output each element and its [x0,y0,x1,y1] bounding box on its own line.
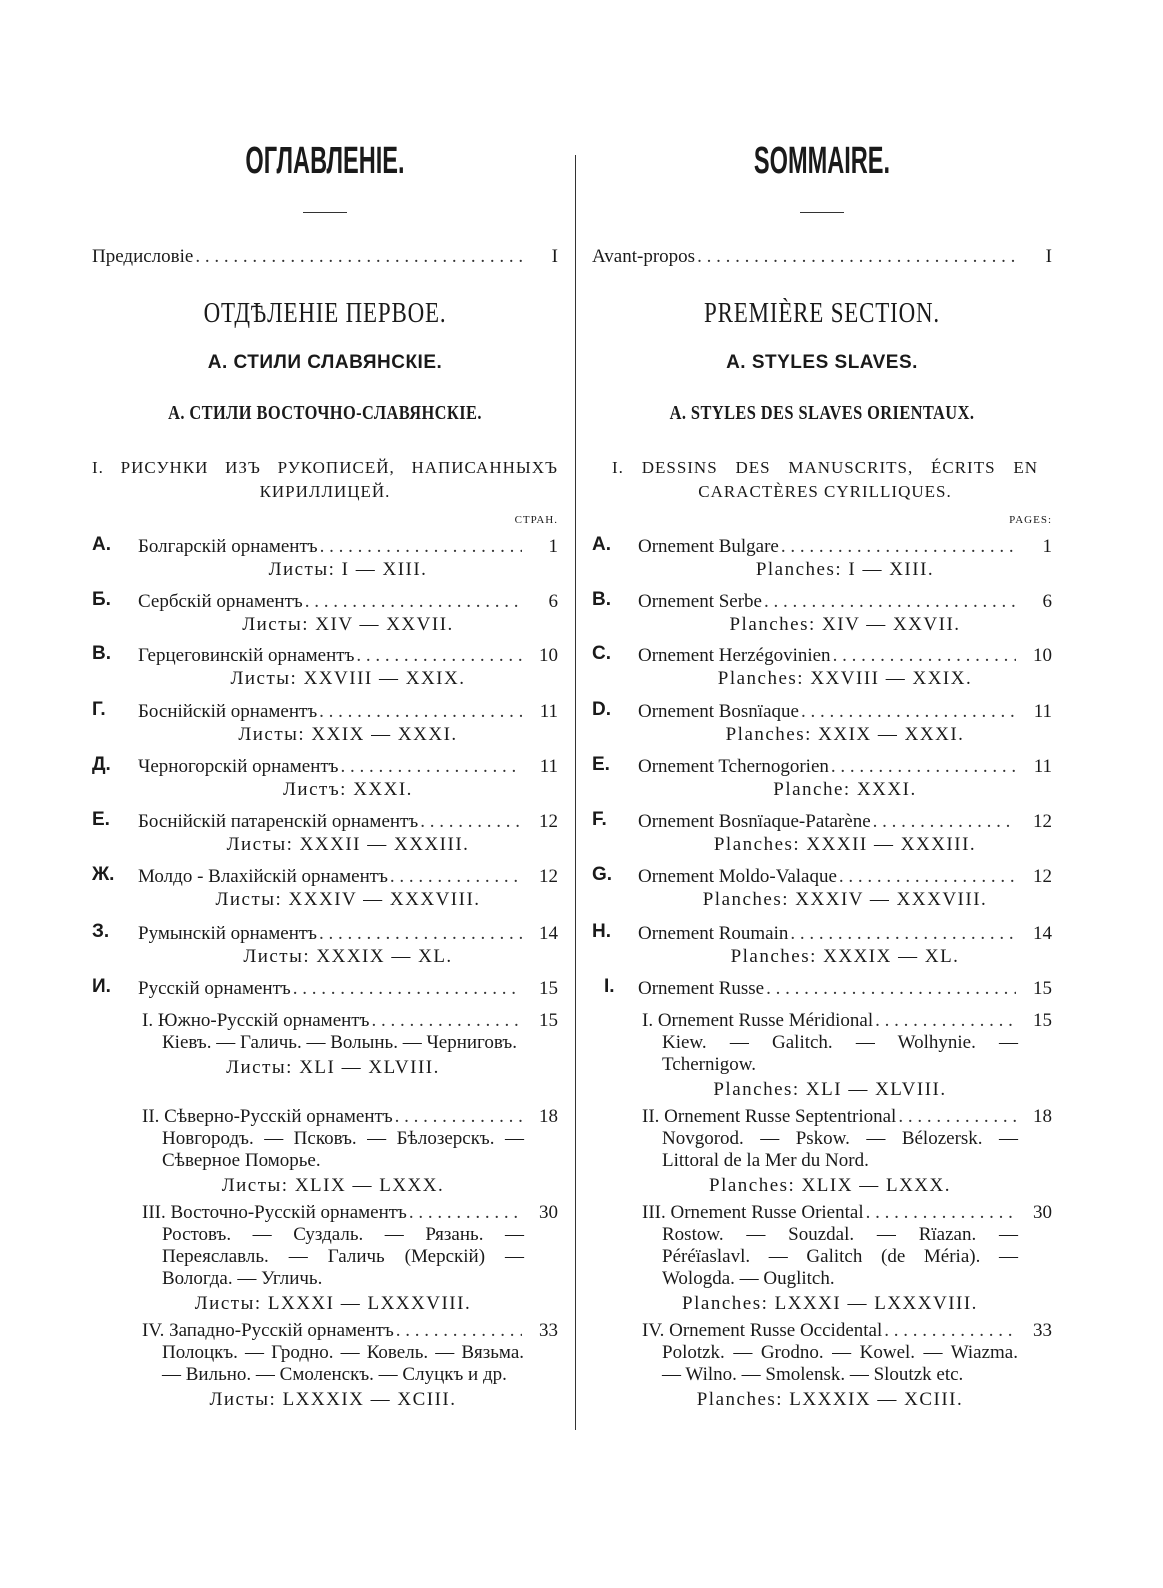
entry-letter: G. [592,864,613,885]
leader-dots [790,923,1016,945]
subentry-label: III. Восточно-Русскій орнаментъ [142,1202,407,1223]
leader-dots [884,1320,1016,1342]
toc-entry[interactable] [592,811,1052,857]
subentry-label: II. Сѣверно-Русскій орнаментъ [142,1106,393,1127]
pages-header-fr: PAGES: [1009,514,1052,526]
entry-plates: Листы: I — XIII. [268,559,428,580]
leader-dots [781,536,1016,558]
subentry-places: Ростовъ. — Суздаль. — Рязань. — Переяславль. — Галичь (Мерскій) — Вологда. — Угличь. [162,1224,524,1289]
leader-dots [866,1202,1016,1224]
page-number: 6 [1042,591,1052,612]
toc-entry[interactable] [92,645,558,691]
entry-plates: Planches: XXIX — XXXI. [725,724,965,745]
subentry-label: III. Ornement Russe Oriental [642,1202,864,1223]
subentry-places: Кіевъ. — Галичь. — Волынь. — Черниговъ. [162,1032,517,1053]
column-divider [575,155,576,1430]
subsection-heading-ru: А. СТИЛИ ВОСТОЧНО-СЛАВЯНСКІЕ. [168,402,482,424]
page-number: 12 [539,811,558,832]
leader-dots [764,591,1016,613]
entry-plates: Planche: XXXI. [773,779,917,800]
toc-entry[interactable] [592,536,1052,582]
intro-fr [612,456,1038,504]
entry-letter: З. [92,921,110,942]
subentry-label: I. Ornement Russe Méridional [642,1010,874,1031]
toc-subentry[interactable] [142,1010,558,1080]
entry-label: Герцеговинскій орнаментъ [138,645,355,666]
entry-letter: C. [592,643,611,664]
subentry-label: IV. Западно-Русскій орнаментъ [142,1320,394,1341]
subentry-plates: Planches: LXXXI — LXXXVIII. [682,1293,978,1314]
intro-line-2: КИРИЛЛИЦЕЙ. [259,482,391,501]
page-title-fr: SOMMAIRE. [753,140,891,182]
intro-line-1: I. DESSINS DES MANUSCRITS, ÉCRITS EN [612,458,1038,477]
subentry-plates: Planches: XLIX — LXXX. [709,1175,951,1196]
title-rule-fr [800,212,844,213]
section-heading-ru: ОТДѢЛЕНІЕ ПЕРВОЕ. [203,298,447,329]
entry-label: Ornement Bulgare [638,536,779,557]
subentry-places: Polotzk. — Grodno. — Kowel. — Wiazma. — Wilno. — Smolensk. — Sloutzk etc. [662,1342,1018,1385]
preface-label: Avant-propos [592,246,696,267]
leader-dots [873,811,1016,833]
subentry-label: II. Ornement Russe Septentrional [642,1106,897,1127]
entry-plates: Planches: XIV — XXVII. [729,614,961,635]
leader-dots [371,1010,522,1032]
entry-label: Румынскій орнаментъ [138,923,317,944]
page-number: 14 [539,923,558,944]
page-number: 30 [539,1202,558,1223]
entry-label: Ornement Russe [638,978,765,999]
subentry-plates: Planches: XLI — XLVIII. [713,1079,947,1100]
entry-plates: Planches: XXVIII — XXIX. [717,668,973,689]
leader-dots [293,978,522,1000]
page-number: 15 [1033,1010,1052,1031]
leader-dots [305,591,522,613]
subsection-heading-fr: A. STYLES DES SLAVES ORIENTAUX. [669,402,975,424]
page-number: 10 [1033,645,1052,666]
subentry-plates: Листы: XLI — XLVIII. [226,1057,440,1078]
french-column [592,0,1052,1588]
entry-label: Черногорскій орнаментъ [138,756,339,777]
subentry-label: I. Южно-Русскій орнаментъ [142,1010,370,1031]
entry-letter: A. [592,534,611,555]
title-rule-ru [303,212,347,213]
leader-dots [833,645,1016,667]
entry-letter: А. [92,534,111,555]
leader-dots [831,756,1016,778]
entry-letter: Г. [92,699,106,720]
toc-entry[interactable] [92,701,558,747]
page-number: 15 [1033,978,1052,999]
leader-dots [420,811,522,833]
entry-label: Ornement Roumain [638,923,789,944]
entry-plates: Листъ: XXXI. [283,779,413,800]
toc-subentry[interactable] [142,1202,558,1316]
leader-dots [766,978,1016,1000]
toc-entry[interactable] [592,591,1052,637]
page-number: 11 [1033,756,1052,777]
entry-label: Сербскій орнаментъ [138,591,303,612]
page-number: 10 [539,645,558,666]
toc-entry[interactable] [592,701,1052,747]
page-number: I [1045,246,1052,267]
page-number: 33 [539,1320,558,1341]
entry-letter: И. [92,976,111,997]
preface-row-ru[interactable] [92,246,558,268]
entry-label: Русскій орнаментъ [138,978,291,999]
entry-plates: Листы: XXIX — XXXI. [238,724,458,745]
page-title-ru: ОГЛАВЛЕНІЕ. [245,140,405,182]
entry-letter: Е. [92,809,110,830]
page-number: 1 [1042,536,1052,557]
entry-label: Ornement Serbe [638,591,762,612]
page-number: 12 [1033,866,1052,887]
leader-dots [409,1202,522,1224]
entry-label: Молдо - Влахійскій орнаментъ [138,866,388,887]
entry-letter: I. [604,976,615,997]
intro-ru [92,456,558,504]
toc-entry[interactable] [92,978,558,1000]
leader-dots [396,1320,522,1342]
subentry-places: Полоцкъ. — Гродно. — Ковель. — Вязьма. — Вильно. — Смоленскъ. — Слуцкъ и др. [162,1342,524,1385]
page-number: 1 [548,536,558,557]
leader-dots [195,246,522,268]
page-number: 30 [1033,1202,1052,1223]
intro-line-2: CARACTÈRES CYRILLIQUES. [698,482,952,501]
leader-dots [697,246,1016,268]
page-number: 12 [539,866,558,887]
entry-label: Боснійскій патаренскій орнаментъ [138,811,419,832]
entry-plates: Planches: I — XIII. [755,559,935,580]
toc-entry[interactable] [92,536,558,582]
page-number: 15 [539,978,558,999]
toc-subentry[interactable] [642,1320,1052,1412]
subentry-plates: Листы: LXXXI — LXXXVIII. [194,1293,472,1314]
page-number: 18 [539,1106,558,1127]
leader-dots [898,1106,1016,1128]
subentry-places: Novgorod. — Pskow. — Bélozersk. — Littoral de la Mer du Nord. [662,1128,1018,1171]
toc-entry[interactable] [592,645,1052,691]
styles-heading-ru: А. СТИЛИ СЛАВЯНСКІЕ. [207,352,443,373]
entry-letter: Ж. [92,864,115,885]
entry-label: Боснійскій орнаментъ [138,701,318,722]
entry-letter: H. [592,921,611,942]
russian-column [92,0,558,1588]
page-number: 11 [539,701,558,722]
toc-entry[interactable] [592,923,1052,969]
page-number: 18 [1033,1106,1052,1127]
entry-letter: F. [592,809,607,830]
leader-dots [801,701,1016,723]
page-number: 11 [539,756,558,777]
leader-dots [319,923,522,945]
leader-dots [839,866,1016,888]
preface-row-fr[interactable] [592,246,1052,268]
subentry-plates: Листы: XLIX — LXXX. [221,1175,445,1196]
toc-subentry[interactable] [642,1010,1052,1102]
leader-dots [395,1106,522,1128]
styles-heading-fr: A. STYLES SLAVES. [726,352,918,373]
page-number: 14 [1033,923,1052,944]
subentry-places: Rostow. — Souzdal. — Rïazan. — Péréïaslavl. — Galitch (de Méria). — Wologda. — Ouglitch. [662,1224,1018,1289]
leader-dots [340,756,522,778]
leader-dots [875,1010,1016,1032]
page-number: 11 [1033,701,1052,722]
entry-label: Ornement Herzégovinien [638,645,831,666]
subentry-label: IV. Ornement Russe Occidental [642,1320,883,1341]
toc-entry[interactable] [92,756,558,802]
entry-plates: Листы: XIV — XXVII. [242,614,454,635]
entry-label: Ornement Bosnïaque-Patarène [638,811,871,832]
entry-label: Ornement Moldo-Valaque [638,866,837,887]
entry-label: Ornement Bosnïaque [638,701,799,722]
entry-letter: В. [92,643,111,664]
entry-label: Болгарскій орнаментъ [138,536,318,557]
toc-entry[interactable] [592,866,1052,912]
subentry-plates: Planches: LXXXIX — XCIII. [696,1389,964,1410]
entry-plates: Листы: XXVIII — XXIX. [230,668,466,689]
entry-plates: Planches: XXXIX — XL. [730,946,960,967]
toc-subentry[interactable] [642,1202,1052,1316]
entry-letter: B. [592,589,611,610]
intro-line-1: I. РИСУНКИ ИЗЪ РУКОПИСЕЙ, НАПИСАННЫХЪ [92,458,558,477]
page-number: I [551,246,558,267]
toc-subentry[interactable] [142,1106,558,1198]
toc-entry[interactable] [92,811,558,857]
toc-subentry[interactable] [142,1320,558,1412]
entry-plates: Листы: XXXIX — XL. [243,946,453,967]
entry-plates: Листы: XXXII — XXXIII. [226,834,470,855]
leader-dots [390,866,522,888]
toc-entry[interactable] [592,978,1052,1000]
entry-plates: Planches: XXXII — XXXIII. [713,834,977,855]
entry-letter: Д. [92,754,111,775]
toc-entry[interactable] [92,923,558,969]
toc-entry[interactable] [92,866,558,912]
page-number: 15 [539,1010,558,1031]
toc-subentry[interactable] [642,1106,1052,1198]
leader-dots [319,701,522,723]
toc-entry[interactable] [592,756,1052,802]
entry-letter: E. [592,754,610,775]
toc-entry[interactable] [92,591,558,637]
preface-label: Предисловіе [92,246,194,267]
subentry-places: Kiew. — Galitch. — Wolhynie. — Tchernigow. [662,1032,1018,1075]
section-heading-fr: PREMIÈRE SECTION. [704,298,940,329]
leader-dots [356,645,522,667]
entry-plates: Листы: XXXIV — XXXVIII. [215,889,481,910]
entry-letter: Б. [92,589,111,610]
subentry-plates: Листы: LXXXIX — XCIII. [209,1389,457,1410]
page-number: 6 [548,591,558,612]
entry-letter: D. [592,699,611,720]
leader-dots [320,536,522,558]
pages-header-ru: СТРАН. [514,514,558,526]
page-number: 33 [1033,1320,1052,1341]
entry-label: Ornement Tchernogorien [638,756,829,777]
page-number: 12 [1033,811,1052,832]
subentry-places: Новгородъ. — Псковъ. — Бѣлозерскъ. — Сѣверное Поморье. [162,1128,524,1171]
entry-plates: Planches: XXXIV — XXXVIII. [702,889,988,910]
